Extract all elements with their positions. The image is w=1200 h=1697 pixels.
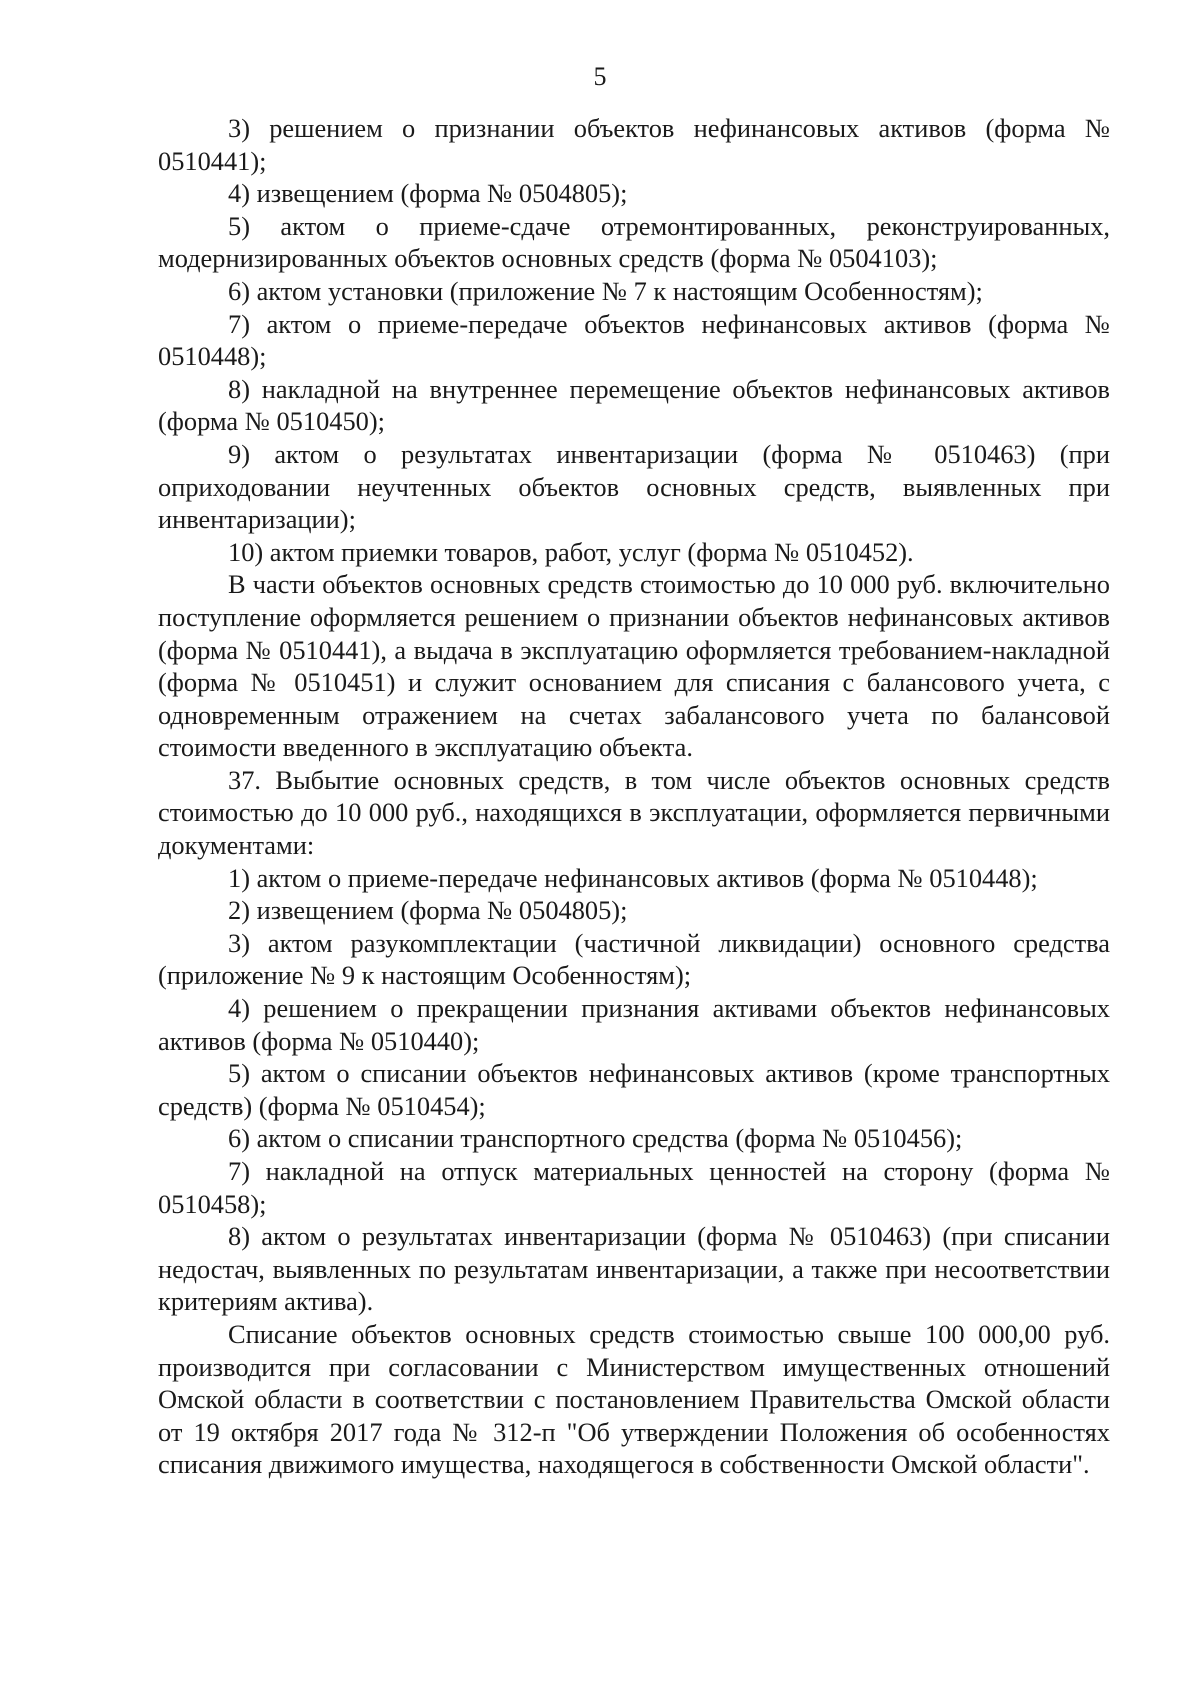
list-item: 7) накладной на отпуск материальных ценностей на сторону (форма № 0510458);	[158, 1156, 1110, 1219]
list-item: 6) актом о списании транспортного средства (форма № 0510456);	[228, 1123, 963, 1154]
list-item: 4) извещением (форма № 0504805);	[228, 178, 628, 209]
list-item: 1) актом о приеме-передаче нефинансовых активов (форма № 0510448);	[228, 862, 1038, 893]
list-item: 3) актом разукомплектации (частичной ликвидации) основного средства (приложение № 9 к настоящим Особенностям);	[158, 927, 1110, 991]
list-item: 10) актом приемки товаров, работ, услуг (форма № 0510452).	[228, 536, 914, 567]
body-paragraph: Списание объектов основных средств стоимостью свыше 100 000,00 руб. производится при согласовании с Министерством имущественных отношений Омской области в соответствии с постановлением Правительства Омской области от 19 октября 2017 года № 312-п "Об утверждении Положения об особенностях списания движимого имущества, находящегося в собственности Омской области".	[158, 1318, 1110, 1480]
page-number: 5	[593, 62, 607, 91]
list-item: 8) накладной на внутреннее перемещение объектов нефинансовых активов (форма № 0510450);	[158, 373, 1110, 437]
list-item: 2) извещением (форма № 0504805);	[228, 895, 628, 926]
list-item: 5) актом о списании объектов нефинансовых активов (кроме транспортных средств) (форма № 0510454);	[158, 1058, 1110, 1121]
list-item: 3) решением о признании объектов нефинансовых активов (форма № 0510441);	[158, 113, 1110, 176]
list-item: 7) актом о приеме-передаче объектов нефинансовых активов (форма № 0510448);	[158, 308, 1110, 372]
list-item: 4) решением о прекращении признания активами объектов нефинансовых активов (форма № 0510440);	[158, 993, 1110, 1056]
section-paragraph: 37. Выбытие основных средств, в том числе объектов основных средств стоимостью до 10 000 руб., находящихся в эксплуатации, оформляется первичными документами:	[158, 764, 1110, 861]
list-item: 9) актом о результатах инвентаризации (форма № 0510463) (при оприходовании неучтенных объектов основных средств, выявленных при инвентаризации);	[158, 438, 1110, 535]
list-item: 5) актом о приеме-сдаче отремонтированных, реконструированных, модернизированных объектов основных средств (форма № 0504103);	[158, 210, 1110, 274]
body-paragraph: В части объектов основных средств стоимостью до 10 000 руб. включительно поступление оформляется решением о признании объектов нефинансовых активов (форма № 0510441), а выдача в эксплуатацию оформляется требованием-накладной (форма № 0510451) и служит основанием для списания с балансового учета, с одновременным отражением на счетах забалансового учета по балансовой стоимости введенного в эксплуатацию объекта.	[158, 569, 1110, 763]
list-item: 8) актом о результатах инвентаризации (форма № 0510463) (при списании недостач, выявленных по результатам инвентаризации, а также при несоответствии критериям актива).	[158, 1221, 1110, 1317]
document-body	[158, 112, 1110, 1481]
list-item: 6) актом установки (приложение № 7 к настоящим Особенностям);	[228, 275, 983, 306]
